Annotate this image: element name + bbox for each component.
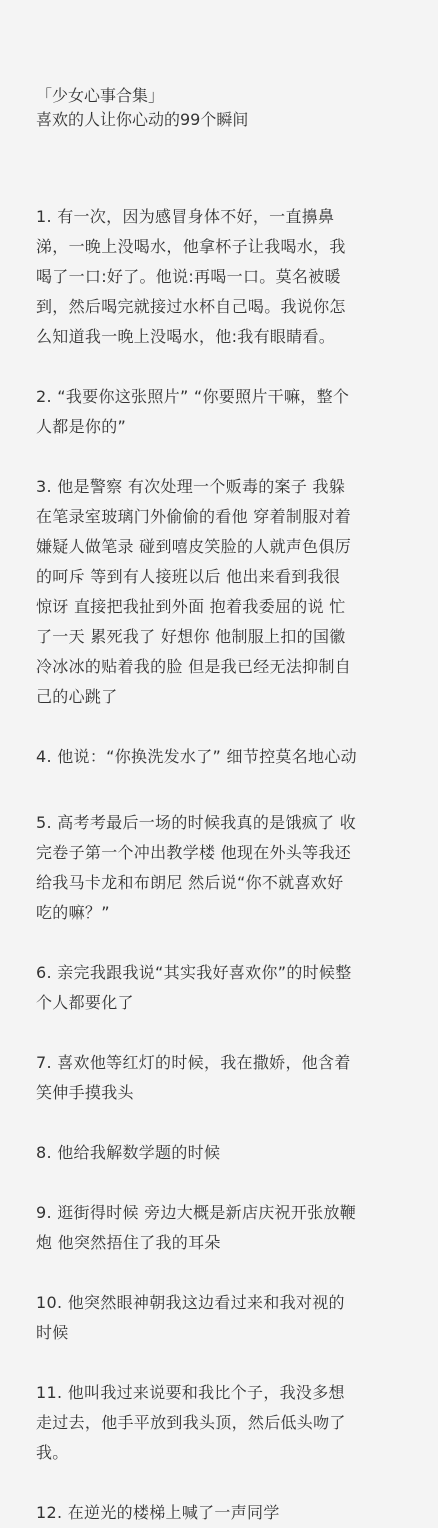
entry-line: 我。	[36, 1443, 69, 1462]
entry-line: 5. 高考考最后一场的时候我真的是饿疯了 收	[36, 813, 357, 832]
list-item	[36, 1378, 414, 1468]
entry-line: 到，然后喝完就接过水杯自己喝。我说你怎	[36, 297, 346, 316]
entry-line: 么知道我一晚上没喝水，他:我有眼睛看。	[36, 327, 336, 346]
entry-line: 时候	[36, 1323, 69, 1342]
entry-line: 在笔录室玻璃门外偷偷的看他 穿着制服对着	[36, 507, 352, 526]
entry-line: 9. 逛街得时候 旁边大概是新店庆祝开张放鞭	[36, 1203, 357, 1222]
entry-line: 涕，一晚上没喝水，他拿杯子让我喝水，我	[36, 237, 346, 256]
entry-line: 炮 他突然捂住了我的耳朵	[36, 1233, 221, 1252]
entry-line: 1. 有一次，因为感冒身体不好，一直擤鼻	[36, 207, 335, 226]
list-item	[36, 202, 414, 352]
list-item	[36, 1288, 414, 1348]
list-item	[36, 808, 414, 928]
article-subtitle: 喜欢的人让你心动的99个瞬间	[36, 110, 249, 129]
entry-line: 喝了一口:好了。他说:再喝一口。莫名被暖	[36, 267, 341, 286]
entry-line: 笑伸手摸我头	[36, 1083, 134, 1102]
entry-line: 完卷子第一个冲出教学楼 他现在外头等我还	[36, 843, 352, 862]
list-item	[36, 382, 414, 442]
entry-line: 吃的嘛？”	[36, 903, 110, 922]
list-item	[36, 742, 414, 772]
entry-line: 的呵斥 等到有人接班以后 他出来看到我很	[36, 567, 341, 586]
entry-line: 惊讶 直接把我扯到外面 抱着我委屈的说 忙	[36, 597, 346, 616]
entry-line: 8. 他给我解数学题的时候	[36, 1143, 221, 1162]
list-item	[36, 1138, 414, 1168]
list-item	[36, 1498, 414, 1528]
entry-line: 个人都要化了	[36, 993, 134, 1012]
entry-line: 嫌疑人做笔录 碰到嘻皮笑脸的人就声色俱厉	[36, 537, 352, 556]
list-item	[36, 1048, 414, 1108]
entry-line: 4. 他说：“你换洗发水了” 细节控莫名地心动	[36, 747, 357, 766]
entry-list	[36, 202, 414, 1528]
entry-line: 冷冰冰的贴着我的脸 但是我已经无法抑制自	[36, 657, 352, 676]
entry-line: 12. 在逆光的楼梯上喊了一声同学	[36, 1503, 280, 1522]
entry-line: 3. 他是警察 有次处理一个贩毒的案子 我躲	[36, 477, 346, 496]
entry-line: 7. 喜欢他等红灯的时候，我在撒娇，他含着	[36, 1053, 351, 1072]
list-item	[36, 472, 414, 712]
entry-line: 人都是你的”	[36, 417, 127, 436]
entry-line: 11. 他叫我过来说要和我比个子，我没多想	[36, 1383, 345, 1402]
entry-line: 2. “我要你这张照片” “你要照片干嘛，整个	[36, 387, 350, 406]
entry-line: 走过去，他手平放到我头顶，然后低头吻了	[36, 1413, 346, 1432]
entry-line: 给我马卡龙和布朗尼 然后说“你不就喜欢好	[36, 873, 344, 892]
entry-line: 己的心跳了	[36, 687, 118, 706]
entry-line: 10. 他突然眼神朝我这边看过来和我对视的	[36, 1293, 345, 1312]
entry-line: 了一天 累死我了 好想你 他制服上扣的国徽	[36, 627, 346, 646]
list-item	[36, 958, 414, 1018]
entry-line: 6. 亲完我跟我说“其实我好喜欢你”的时候整	[36, 963, 352, 982]
list-item	[36, 1198, 414, 1258]
article-title: 「少女心事合集」	[36, 86, 165, 105]
